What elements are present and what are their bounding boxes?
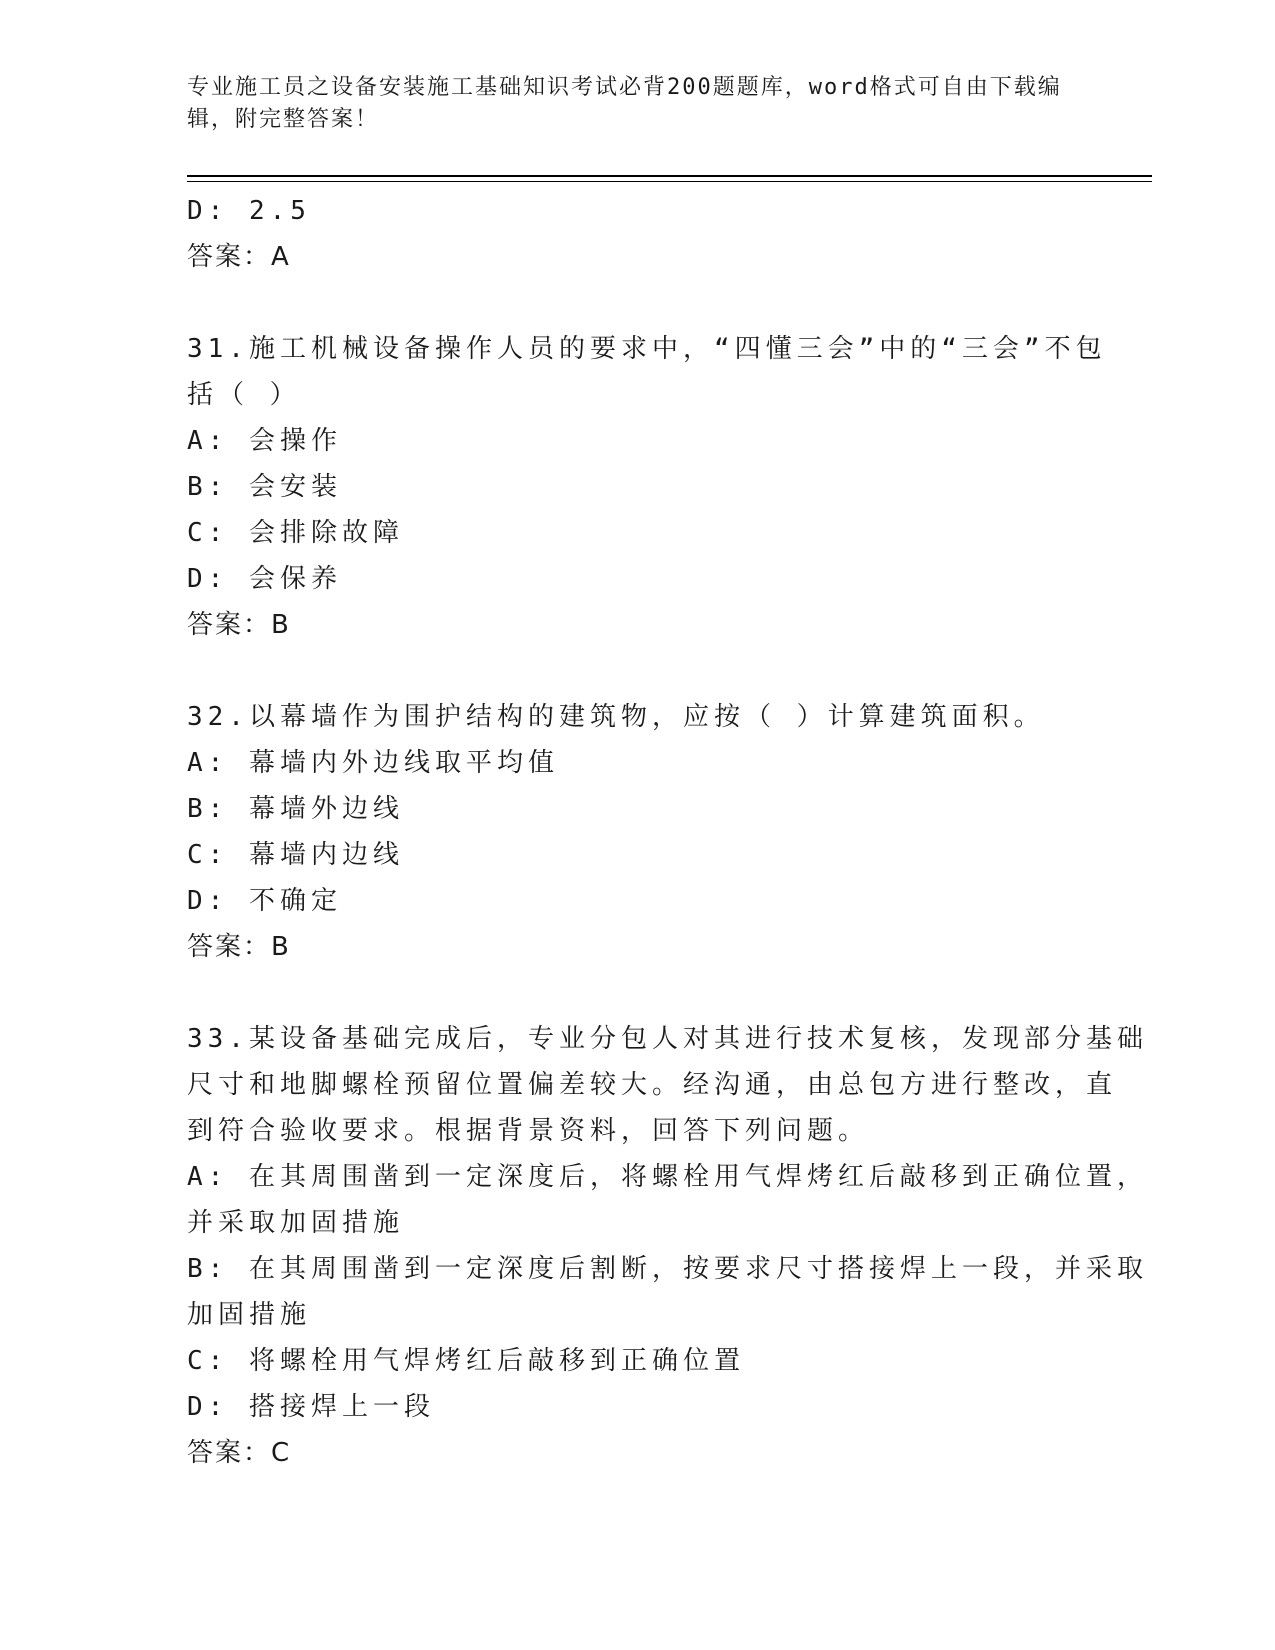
question-31 bbox=[187, 326, 1107, 648]
question-32-option-c: C: 幕墙内边线 bbox=[187, 840, 404, 870]
spacer bbox=[187, 648, 1087, 694]
question-33-answer: 答案：C bbox=[187, 1438, 292, 1468]
header-rule-thin bbox=[187, 181, 1152, 182]
question-33-option-b-line1: B: 在其周围凿到一定深度后割断，按要求尺寸搭接焊上一段，并采取 bbox=[187, 1254, 1148, 1284]
question-31-stem-line2: 括（ ） bbox=[187, 380, 301, 410]
spacer bbox=[187, 970, 1087, 1016]
question-33-option-a-line2: 并采取加固措施 bbox=[187, 1208, 405, 1238]
question-32-option-d: D: 不确定 bbox=[187, 886, 342, 916]
question-31-option-b: B: 会安装 bbox=[187, 472, 342, 502]
question-31-answer: 答案：B bbox=[187, 610, 291, 640]
question-33 bbox=[187, 1016, 1148, 1476]
question-32-stem: 32.以幕墙作为围护结构的建筑物，应按（ ）计算建筑面积。 bbox=[187, 702, 1045, 732]
question-33-stem-line1: 33.某设备基础完成后，专业分包人对其进行技术复核，发现部分基础 bbox=[187, 1024, 1148, 1054]
question-32-option-b: B: 幕墙外边线 bbox=[187, 794, 404, 824]
question-32-answer: 答案：B bbox=[187, 932, 291, 962]
prev-option-d: D: 2.5 bbox=[187, 196, 311, 226]
question-31-option-c: C: 会排除故障 bbox=[187, 518, 404, 548]
question-content bbox=[187, 188, 1148, 1476]
question-33-option-c: C: 将螺栓用气焊烤红后敲移到正确位置 bbox=[187, 1346, 745, 1376]
question-32-option-a: A: 幕墙内外边线取平均值 bbox=[187, 748, 559, 778]
question-31-option-d: D: 会保养 bbox=[187, 564, 342, 594]
question-31-stem-line1: 31.施工机械设备操作人员的要求中，“四懂三会”中的“三会”不包 bbox=[187, 334, 1107, 364]
question-33-option-d: D: 搭接焊上一段 bbox=[187, 1392, 435, 1422]
prev-answer: 答案：A bbox=[187, 242, 291, 272]
question-33-stem-line3: 到符合验收要求。根据背景资料，回答下列问题。 bbox=[187, 1116, 870, 1146]
question-33-option-b-line2: 加固措施 bbox=[187, 1300, 312, 1330]
document-header: 专业施工员之设备安装施工基础知识考试必背200题题库，word格式可自由下载编辑，附完整答案！ bbox=[187, 75, 1062, 132]
question-31-option-a: A: 会操作 bbox=[187, 426, 342, 456]
question-32 bbox=[187, 694, 1087, 970]
question-33-stem-line2: 尺寸和地脚螺栓预留位置偏差较大。经沟通，由总包方进行整改，直 bbox=[187, 1070, 1118, 1100]
header-rule-thick bbox=[187, 175, 1152, 177]
question-33-option-a-line1: A: 在其周围凿到一定深度后，将螺栓用气焊烤红后敲移到正确位置， bbox=[187, 1162, 1148, 1192]
spacer bbox=[187, 280, 1087, 326]
